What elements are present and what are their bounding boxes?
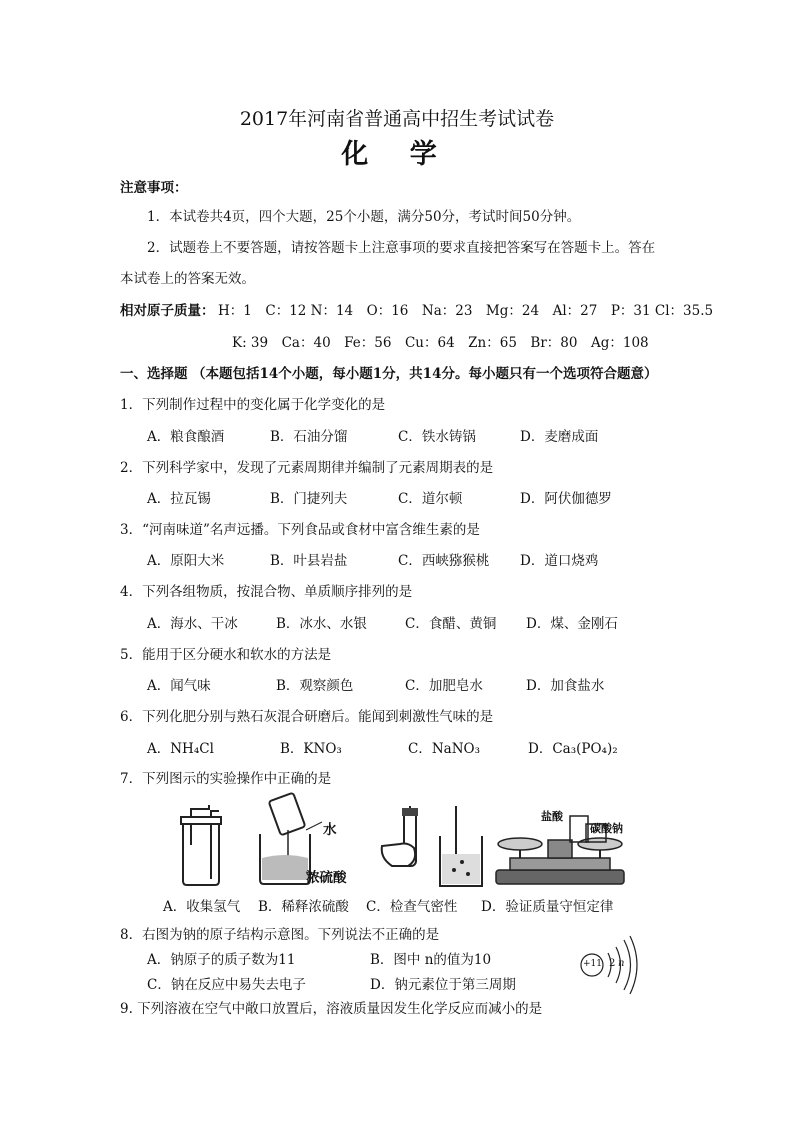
q8-option-d: D．钠元素位于第三周期 xyxy=(370,977,516,993)
notice-heading: 注意事项： xyxy=(120,180,188,196)
q5-option-a: A．闻气味 xyxy=(147,678,211,694)
section1-note: （本题包括14个小题，每小题1分，共14分。每小题只有一个选项符合题意） xyxy=(192,366,658,382)
notice-item-2-line1: 2．试题卷上不要答题，请按答题卡上注意事项的要求直接把答案写在答题卡上。答在 xyxy=(147,240,656,256)
shell2-electrons-label: n xyxy=(618,958,625,969)
nucleus-charge-label: +11 xyxy=(583,959,602,969)
q8-option-a: A．钠原子的质子数为11 xyxy=(147,952,296,968)
q4-option-d: D．煤、金刚石 xyxy=(526,616,618,632)
q3-option-b: B．叶县岩盐 xyxy=(270,553,348,569)
label-hydrochloric-acid: 盐酸 xyxy=(541,810,563,823)
q2-option-c: C．道尔顿 xyxy=(398,491,463,507)
label-water: 水 xyxy=(323,822,337,838)
q6-option-b: B．KNO₃ xyxy=(280,741,342,757)
q2-option-a: A．拉瓦锡 xyxy=(147,491,211,507)
q7-option-c: C．检查气密性 xyxy=(366,899,458,915)
atomic-mass-line2: K: 39 Ca：40 Fe：56 Cu：64 Zn：65 Br：80 Ag：108 xyxy=(232,335,649,351)
notice-item-2-line2: 本试卷上的答案无效。 xyxy=(120,271,255,287)
airtightness-check-illustration xyxy=(378,806,490,890)
q4-option-b: B．冰水、水银 xyxy=(276,616,367,632)
question-stem-6: 6．下列化肥分别与熟石灰混合研磨后。能闻到刺激性气味的是 xyxy=(120,709,494,725)
notice-item-1: 1．本试卷共4页，四个大题，25个小题，满分50分，考试时间50分钟。 xyxy=(147,209,581,225)
q1-option-a: A．粮食酿酒 xyxy=(147,429,225,445)
q7-option-b: B．稀释浓硫酸 xyxy=(258,899,349,915)
section1-heading: 一、选择题 xyxy=(120,366,188,382)
q7-option-d: D．验证质量守恒定律 xyxy=(481,899,614,915)
label-conc-sulfuric-acid: 浓硫酸 xyxy=(306,870,347,886)
q3-option-c: C．西峡猕猴桃 xyxy=(398,553,490,569)
q5-option-b: B．观察颜色 xyxy=(276,678,354,694)
q6-option-c: C．NaNO₃ xyxy=(408,741,480,757)
shell1-electrons-label: 2 xyxy=(609,958,616,969)
q1-option-c: C．铁水铸锅 xyxy=(398,429,476,445)
q7-option-a: A．收集氢气 xyxy=(163,899,241,915)
atomic-mass-label: 相对原子质量： xyxy=(120,303,215,319)
q1-option-d: D．麦磨成面 xyxy=(520,429,599,445)
q5-option-d: D．加食盐水 xyxy=(526,678,605,694)
question-stem-7: 7．下列图示的实验操作中正确的是 xyxy=(120,771,332,787)
q4-option-a: A．海水、干冰 xyxy=(147,616,238,632)
gas-collection-bottle-illustration xyxy=(175,805,227,887)
q3-option-a: A．原阳大米 xyxy=(147,553,225,569)
label-sodium-carbonate: 碳酸钠 xyxy=(590,822,623,835)
q2-option-d: D．阿伏伽德罗 xyxy=(520,491,612,507)
q8-option-c: C．钠在反应中易失去电子 xyxy=(147,977,306,993)
q2-option-b: B．门捷列夫 xyxy=(270,491,348,507)
q8-option-b: B．图中 n的值为10 xyxy=(370,952,492,968)
q5-option-c: C．加肥皂水 xyxy=(405,678,483,694)
question-stem-2: 2．下列科学家中，发现了元素周期律并编制了元素周期表的是 xyxy=(120,460,494,476)
question-stem-3: 3．“河南味道”名声远播。下列食品或食材中富含维生素的是 xyxy=(120,522,480,538)
atomic-mass-line1: H：1 C：12 N：14 O：16 Na：23 Mg：24 Al：27 P：31 Cl：35.5 xyxy=(218,303,714,319)
subject-title: 化 学 xyxy=(341,139,453,170)
q6-option-a: A．NH₄Cl xyxy=(147,741,214,757)
q4-option-c: C．食醋、黄铜 xyxy=(405,616,497,632)
question-stem-1: 1．下列制作过程中的变化属于化学变化的是 xyxy=(120,397,386,413)
exam-title: 2017年河南省普通高中招生考试试卷 xyxy=(239,108,555,130)
q1-option-b: B．石油分馏 xyxy=(270,429,348,445)
question-stem-9: 9. 下列溶液在空气中敞口放置后，溶液质量因发生化学反应而减小的是 xyxy=(120,1001,543,1017)
question-stem-5: 5．能用于区分硬水和软水的方法是 xyxy=(120,647,332,663)
question-stem-8: 8．右图为钠的原子结构示意图。下列说法不正确的是 xyxy=(120,927,440,943)
q3-option-d: D．道口烧鸡 xyxy=(520,553,599,569)
q6-option-d: D．Ca₃(PO₄)₂ xyxy=(528,741,618,757)
question-stem-4: 4．下列各组物质，按混合物、单质顺序排列的是 xyxy=(120,584,413,600)
